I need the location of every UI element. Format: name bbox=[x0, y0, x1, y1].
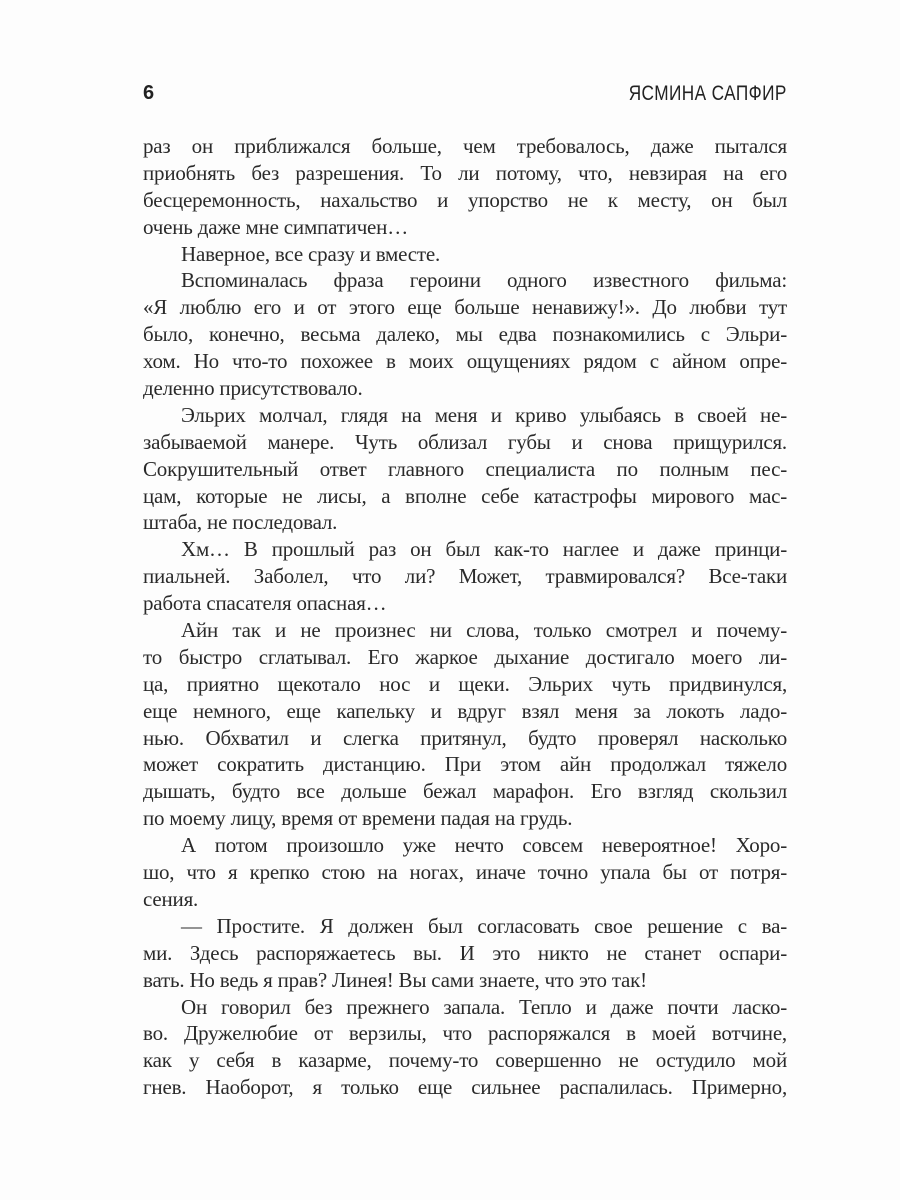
text-line: Он говорил без прежнего запала. Тепло и даже почти ласко- bbox=[181, 994, 787, 1019]
page-number: 6 bbox=[143, 82, 155, 104]
text-line: то быстро сглатывал. Его жаркое дыхание достигало моего ли- bbox=[143, 644, 787, 669]
text-line: может сократить дистанцию. При этом айн продолжал тяжело bbox=[143, 752, 787, 777]
text-line: ми. Здесь распоряжаетесь вы. И это никто не станет оспари- bbox=[143, 940, 787, 965]
text-line: очень даже мне симпатичен… bbox=[143, 214, 409, 239]
text-line: Хм… В прошлый раз он был как-то наглее и даже принци- bbox=[181, 537, 787, 562]
text-line: Вспоминалась фраза героини одного известного фильма: bbox=[181, 268, 787, 293]
body-text bbox=[143, 133, 787, 1101]
text-line: Эльрих молчал, глядя на меня и криво улыбаясь в своей не- bbox=[181, 402, 787, 427]
text-line: еще немного, еще капельку и вдруг взял меня за локоть ладо- bbox=[143, 698, 787, 723]
text-line: — Простите. Я должен был согласовать свое решение с ва- bbox=[181, 913, 787, 938]
text-line: во. Дружелюбие от верзилы, что распоряжался в моей вотчине, bbox=[143, 1021, 787, 1046]
text-line: раз он приближался больше, чем требовалось, даже пытался bbox=[143, 134, 787, 158]
text-line: хом. Но что-то похожее в моих ощущениях рядом с айном опре- bbox=[143, 349, 787, 374]
author-running-head: ЯСМИНА САПФИР bbox=[628, 82, 787, 105]
text-line: шо, что я крепко стою на ногах, иначе точно упала бы от потря- bbox=[143, 860, 787, 885]
text-line: приобнять без разрешения. То ли потому, что, невзирая на его bbox=[143, 160, 787, 185]
text-line: работа спасателя опасная… bbox=[143, 591, 387, 616]
text-line: деленно присутствовало. bbox=[143, 376, 363, 401]
text-line: как у себя в казарме, почему-то совершенно не остудило мой bbox=[143, 1048, 787, 1073]
text-line: А потом произошло уже нечто совсем невероятное! Хоро- bbox=[181, 833, 787, 858]
running-header bbox=[143, 82, 787, 112]
text-line: по моему лицу, время от времени падая на грудь. bbox=[143, 806, 573, 831]
text-line: было, конечно, весьма далеко, мы едва познакомились с Эльри- bbox=[143, 322, 787, 347]
text-line: ца, приятно щекотало нос и щеки. Эльрих чуть придвинулся, bbox=[143, 671, 787, 696]
text-line: гнев. Наоборот, я только еще сильнее распалилась. Примерно, bbox=[143, 1075, 787, 1100]
text-line: сения. bbox=[143, 886, 199, 911]
text-line: штаба, не последовал. bbox=[143, 510, 338, 535]
text-line: нью. Обхватил и слегка притянул, будто проверял насколько bbox=[143, 725, 787, 750]
text-line: Айн так и не произнес ни слова, только смотрел и почему- bbox=[181, 618, 787, 643]
text-line: пиальней. Заболел, что ли? Может, травмировался? Все-таки bbox=[143, 564, 787, 589]
text-line: «Я люблю его и от этого еще больше ненавижу!». До любви тут bbox=[143, 295, 787, 320]
text-line: цам, которые не лисы, а вполне себе катастрофы мирового мас- bbox=[143, 483, 787, 508]
text-line: Сокрушительный ответ главного специалиста по полным пес- bbox=[143, 456, 787, 481]
text-line: забываемой манере. Чуть облизал губы и снова прищурился. bbox=[143, 429, 787, 454]
text-line: вать. Но ведь я прав? Линея! Вы сами знаете, что это так! bbox=[143, 967, 647, 992]
text-line: Наверное, все сразу и вместе. bbox=[181, 241, 441, 266]
text-line: дышать, будто все дольше бежал марафон. Его взгляд скользил bbox=[143, 779, 787, 804]
text-line: бесцеремонность, нахальство и упорство не к месту, он был bbox=[143, 187, 787, 212]
